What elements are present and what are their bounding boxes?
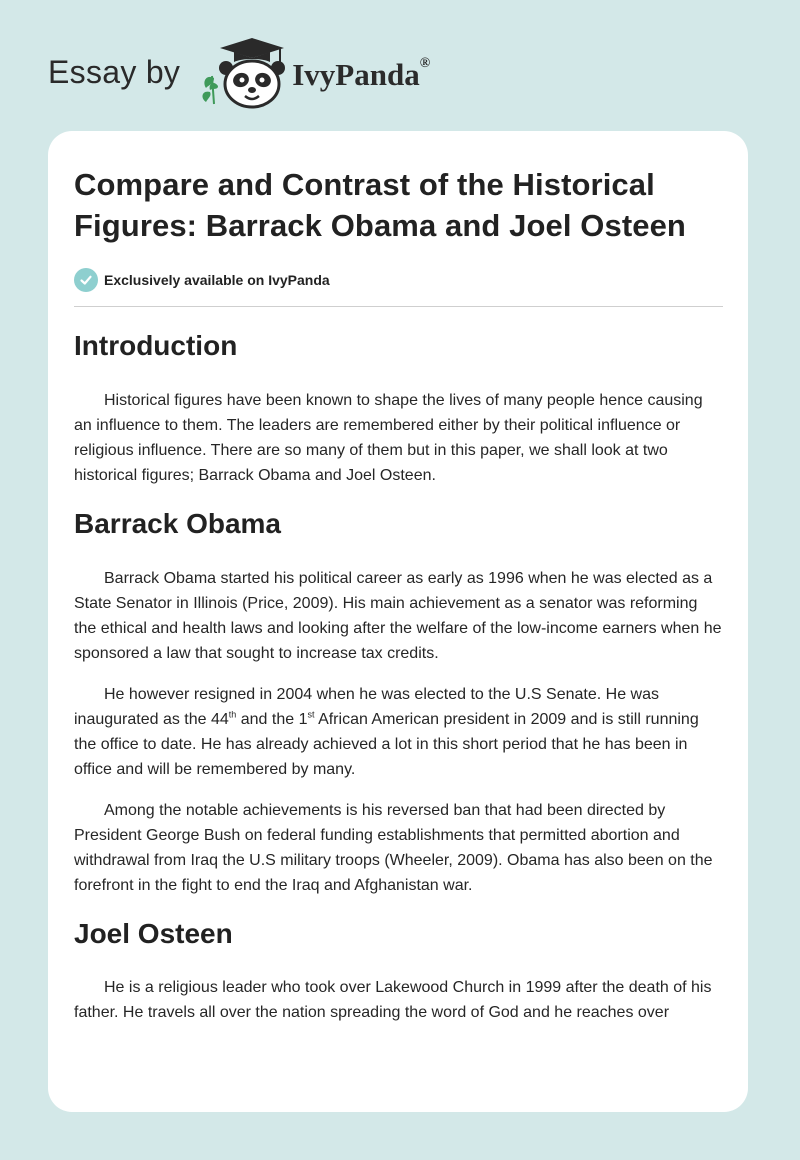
paragraph: Barrack Obama started his political career as early as 1996 when he was elected as a State Senator in Illinois (Price, 2009). His main achievement as a senator was reforming the ethical and health laws and looking after the welfare of the low-income earners when he sponsored a law that sought to increase tax credits.: [74, 570, 722, 662]
ordinal-suffix: th: [228, 709, 237, 720]
essay-content: [74, 164, 724, 1025]
exclusive-badge: [74, 268, 724, 292]
section-heading: Introduction: [74, 330, 238, 361]
section-heading: Joel Osteen: [74, 918, 233, 949]
ivy-leaf-icon: [203, 76, 218, 104]
site-header: [48, 34, 430, 110]
check-circle-icon: [74, 268, 98, 292]
paragraph-text: and the 1: [236, 711, 308, 728]
paragraph: Among the notable achievements is his reversed ban that had been directed by President George Bush on federal funding establishments that permitted abortion and withdrawal from Iraq the U.S military troops (Wheeler, 2009). Obama has also been on the forefront in the fight to end the Iraq and Afghanistan war.: [74, 802, 713, 894]
section-introduction: [74, 329, 724, 488]
brand-name[interactable]: [292, 56, 431, 92]
paragraph: He is a religious leader who took over Lakewood Church in 1999 after the death of his father. He travels all over the nation spreading the word of God and he reaches over: [74, 979, 712, 1021]
ordinal-suffix: st: [307, 709, 315, 720]
section-barrack-obama: [74, 507, 724, 898]
registered-mark: ®: [419, 56, 431, 72]
essay-by-label: Essay by: [48, 54, 181, 90]
paragraph: [74, 682, 724, 782]
section-heading: Barrack Obama: [74, 508, 282, 539]
section-joel-osteen: [74, 917, 724, 1025]
title-divider: [74, 306, 723, 307]
paragraph-text: He however resigned in 2004 when he was elected to the U.S Senate. He was inaugurated as the 44: [74, 686, 659, 728]
exclusive-badge-label: Exclusively available on IvyPanda: [104, 272, 330, 288]
essay-title: Compare and Contrast of the Historical Figures: Barrack Obama and Joel Osteen: [74, 167, 686, 243]
brand-name-text: IvyPanda: [292, 56, 420, 92]
panda-logo-icon[interactable]: [196, 34, 288, 110]
paragraph-text: African American president in 2009 and is still running the office to date. He has already achieved a lot in this short period that he has been in office and will be remembered by many.: [74, 711, 699, 778]
essay-card: [48, 131, 748, 1112]
paragraph: Historical figures have been known to shape the lives of many people hence causing an influence to them. The leaders are remembered either by their political influence or religious influence. There are so many of them but in this paper, we shall look at two historical figures; Barrack Obama and Joel Osteen.: [74, 392, 703, 484]
